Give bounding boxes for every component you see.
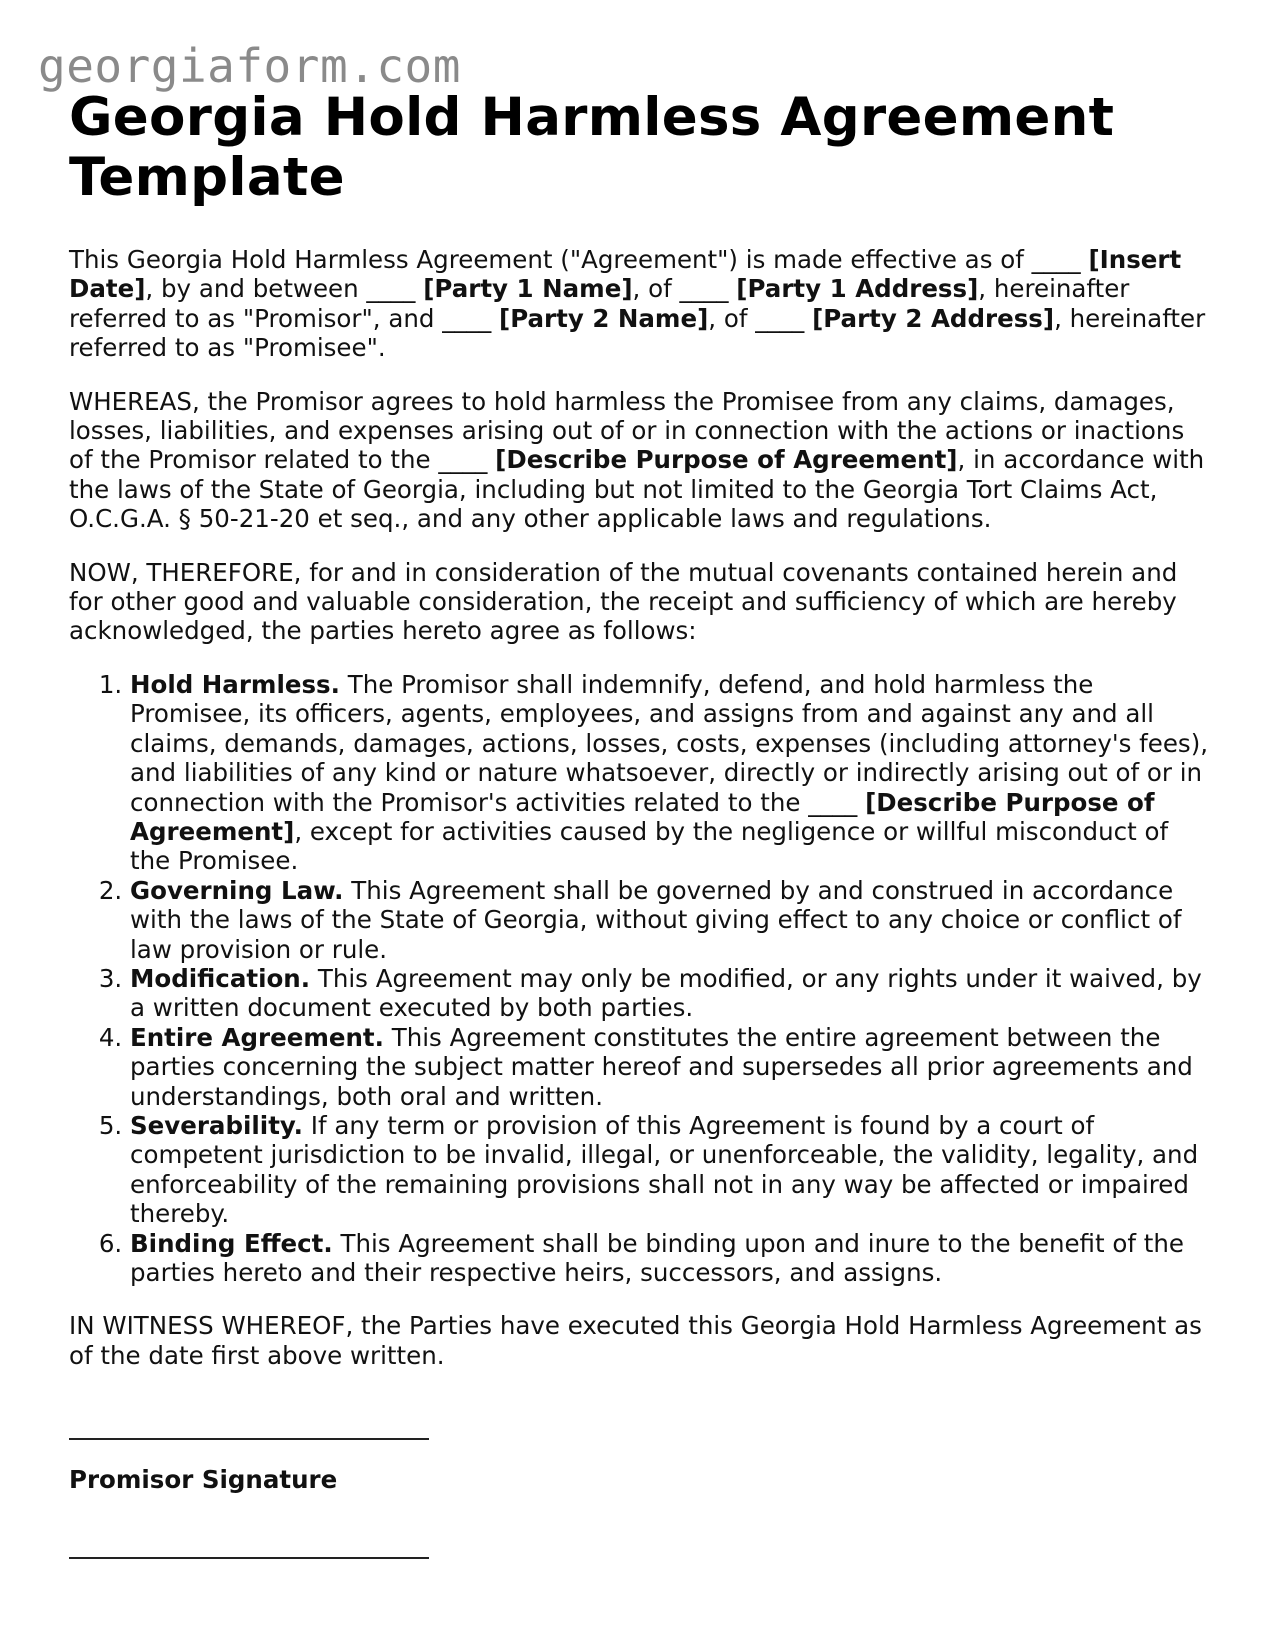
clause-text-after: , except for activities caused by the negligence or willful misconduct of the Promisee. — [130, 816, 1169, 876]
clause-text: The Promisor shall indemnify, defend, and hold harmless the Promisee, its officers, agents, employees, and assigns from and against any and all claims, demands, damages, actions, losses, costs, expenses (including attorney's fees), and liabilities of any kind or nature whatsoever, directly or indirectly arising out of or in connection with the Promisor's activities related to the ____ — [130, 669, 1209, 817]
agreement-document — [69, 88, 1214, 1559]
clause-governing-law — [130, 876, 1214, 964]
clause-text: This Agreement shall be binding upon and inure to the benefit of the parties hereto and their respective heirs, successors, and assigns. — [130, 1228, 1184, 1287]
party1-name-placeholder: [Party 1 Name] — [423, 274, 633, 304]
intro-text-6: , hereinafter referred to as "Promisee". — [69, 303, 1206, 363]
intro-text-3: , of ____ — [632, 274, 737, 304]
site-watermark: georgiaform.com — [38, 39, 461, 93]
purpose-placeholder: [Describe Purpose of Agreement] — [130, 787, 1155, 846]
whereas-text-2: , in accordance with the laws of the State of Georgia, including but not limited to the Georgia Tort Claims Act, O.C.G.A. § 50-21-20 et seq., and any other applicable laws and regulations. — [69, 445, 1205, 534]
clause-heading: Governing Law. — [130, 875, 344, 905]
clause-binding-effect — [130, 1229, 1214, 1288]
intro-text-5: , of ____ — [708, 303, 813, 333]
clause-entire-agreement — [130, 1023, 1214, 1111]
clause-hold-harmless — [130, 670, 1214, 876]
clause-text: This Agreement may only be modified, or any rights under it waived, by a written document executed by both parties. — [130, 963, 1202, 1023]
clause-severability — [130, 1111, 1214, 1229]
intro-paragraph — [69, 245, 1214, 363]
whereas-text-1: WHEREAS, the Promisor agrees to hold harmless the Promisee from any claims, damages, losses, liabilities, and expenses arising out of or in connection with the actions or inactions of the Promisor related to the ____ — [69, 386, 1185, 475]
clause-heading: Severability. — [130, 1110, 303, 1140]
clause-heading: Hold Harmless. — [130, 669, 340, 699]
party2-name-placeholder: [Party 2 Name] — [499, 303, 709, 333]
intro-text-1: This Georgia Hold Harmless Agreement ("Agreement") is made effective as of ____ — [69, 245, 1089, 274]
clause-heading: Entire Agreement. — [130, 1022, 384, 1052]
second-signature-line[interactable] — [69, 1537, 429, 1559]
clause-text: If any term or provision of this Agreement is found by a court of competent jurisdiction to be invalid, illegal, or unenforceable, the validity, legality, and enforceability of the remaining provisions shall not in any way be affected or impaired thereby. — [130, 1110, 1199, 1229]
now-therefore-paragraph: NOW, THEREFORE, for and in consideration of the mutual covenants contained herein and for other good and valuable consideration, the receipt and sufficiency of which are hereby acknowledged, the parties hereto agree as follows: — [69, 557, 1178, 646]
clause-text: This Agreement shall be governed by and construed in accordance with the laws of the State of Georgia, without giving effect to any choice or conflict of law provision or rule. — [130, 875, 1182, 964]
clauses-list — [69, 670, 1214, 1288]
witness-paragraph: IN WITNESS WHEREOF, the Parties have executed this Georgia Hold Harmless Agreement as of the date first above written. — [69, 1311, 1202, 1370]
whereas-paragraph — [69, 387, 1214, 534]
intro-text-2: , by and between ____ — [145, 274, 424, 304]
promisor-signature-label: Promisor Signature — [69, 1465, 338, 1495]
document-title: Georgia Hold Harmless Agreement Template — [69, 87, 1115, 208]
intro-text-4: , hereinafter referred to as "Promisor", and ____ — [69, 274, 1130, 333]
clause-heading: Binding Effect. — [130, 1228, 333, 1258]
insert-date-placeholder: [Insert Date] — [69, 245, 1182, 304]
clause-heading: Modification. — [130, 963, 311, 993]
promisor-signature-line[interactable] — [69, 1418, 429, 1440]
party2-address-placeholder: [Party 2 Address] — [812, 303, 1055, 333]
purpose-placeholder: [Describe Purpose of Agreement] — [495, 445, 958, 475]
clause-text: This Agreement constitutes the entire agreement between the parties concerning the subject matter hereof and supersedes all prior agreements and understandings, both oral and written. — [130, 1022, 1193, 1111]
party1-address-placeholder: [Party 1 Address] — [736, 274, 979, 304]
clause-modification — [130, 964, 1214, 1023]
